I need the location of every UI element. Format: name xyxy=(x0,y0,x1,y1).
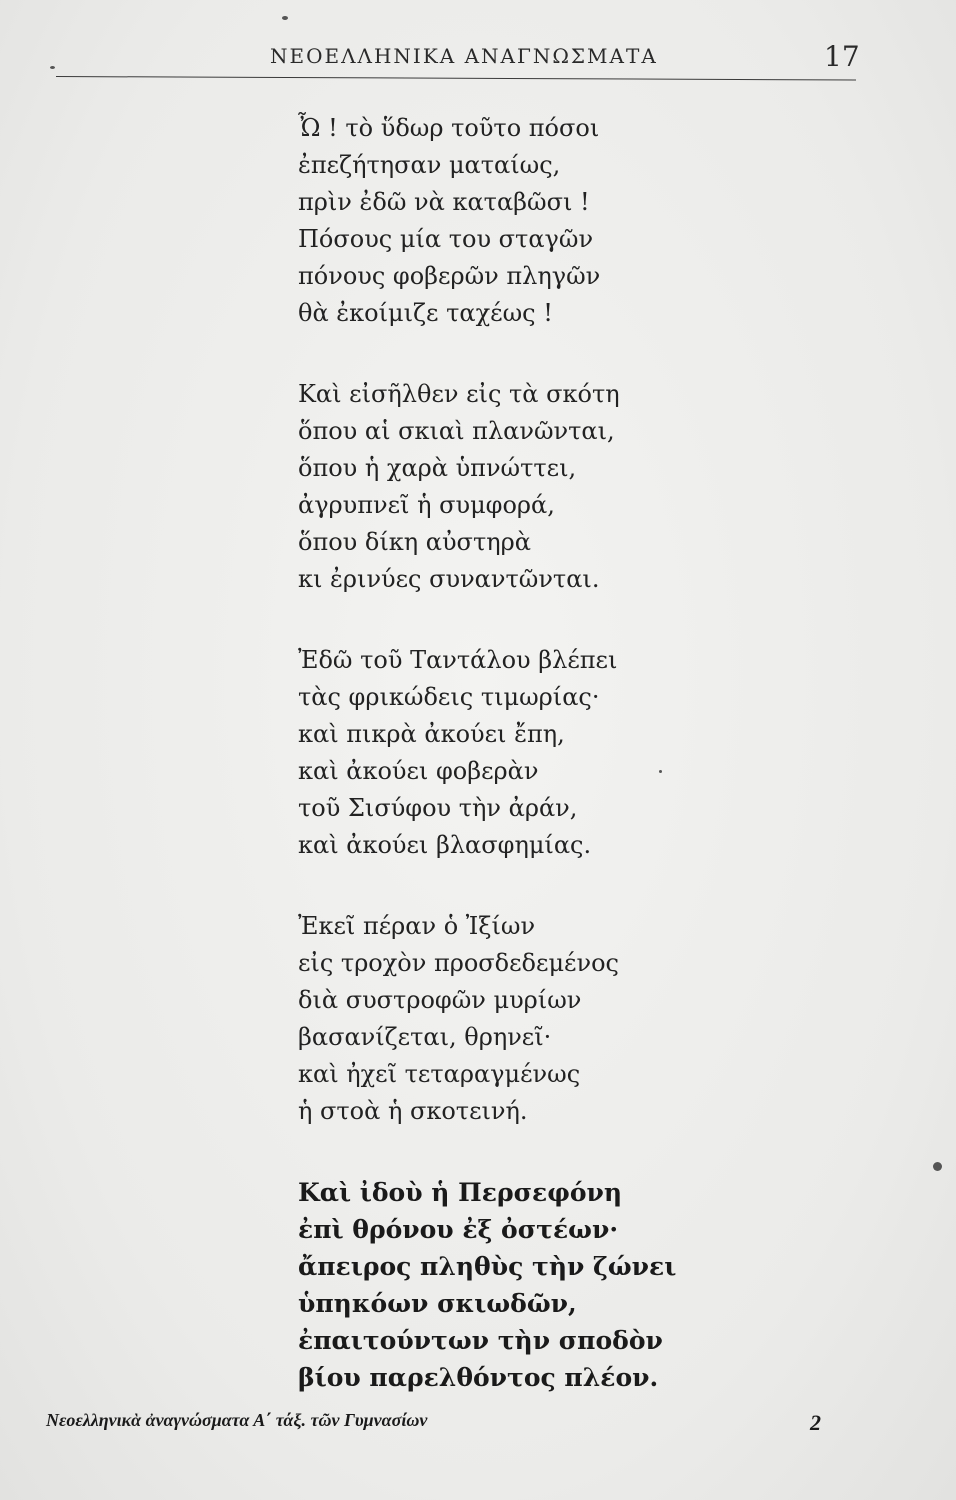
poem-line: Καὶ εἰσῆλθεν εἰς τὰ σκότη xyxy=(298,380,620,408)
poem-line: ἐπαιτούντων τὴν σποδὸν xyxy=(298,1326,663,1355)
stanza-3 xyxy=(298,642,718,864)
poem-line: διὰ συστροφῶν μυρίων xyxy=(298,986,582,1014)
poem-line: καὶ ἀκούει βλασφημίας. xyxy=(298,831,592,859)
poem-line: ὅπου αἱ σκιαὶ πλανῶνται, xyxy=(298,417,615,445)
stanza-4 xyxy=(298,908,718,1130)
poem-line: Ὦ ! τὸ ὕδωρ τοῦτο πόσοι xyxy=(298,114,600,142)
signature-mark: 2 xyxy=(810,1410,821,1435)
paper-speck xyxy=(50,66,55,69)
running-title: ΝΕΟΕΛΛΗΝΙΚΑ ΑΝΑΓΝΩΣΜΑΤΑ xyxy=(270,44,658,68)
poem-line: ὅπου δίκη αὐστηρὰ xyxy=(298,528,531,556)
poem-line: βίου παρελθόντος πλέον. xyxy=(298,1363,659,1392)
paper-speck xyxy=(933,1162,942,1171)
poem-line: ὅπου ἡ χαρὰ ὑπνώττει, xyxy=(298,454,577,482)
paper-speck xyxy=(659,770,662,773)
stanza-2 xyxy=(298,376,718,598)
poem-line: Ἐκεῖ πέραν ὁ Ἰξίων xyxy=(298,912,536,940)
poem-line: καὶ πικρὰ ἀκούει ἔπη, xyxy=(298,720,565,748)
poem-line: εἰς τροχὸν προσδεδεμένος xyxy=(298,949,619,977)
page-number: 17 xyxy=(824,40,860,73)
poem-line: καὶ ἠχεῖ τεταραγμένως xyxy=(298,1060,581,1088)
poem-line: θὰ ἐκοίμιζε ταχέως ! xyxy=(298,299,553,327)
poem-line: πόνους φοβερῶν πληγῶν xyxy=(298,262,601,290)
stanza-5 xyxy=(298,1174,718,1396)
poem-line: ἡ στοὰ ἡ σκοτεινή. xyxy=(298,1097,528,1125)
poem-line: ὑπηκόων σκιωδῶν, xyxy=(298,1289,577,1318)
poem-line: πρὶν ἐδῶ νὰ καταβῶσι ! xyxy=(298,188,590,216)
poem-line: κι ἐρινύες συναντῶνται. xyxy=(298,565,600,593)
poem-line: ἐπεζήτησαν ματαίως, xyxy=(298,151,561,179)
header-rule xyxy=(56,76,856,80)
poem-line: ἐπὶ θρόνου ἐξ ὀστέων· xyxy=(298,1215,619,1244)
poem-line: ἀγρυπνεῖ ἡ συμφορά, xyxy=(298,491,555,519)
poem-line: βασανίζεται, θρηνεῖ· xyxy=(298,1023,552,1051)
footer-imprint: Νεοελληνικὰ ἀναγνώσματα Α΄ τάξ. τῶν Γυμνασίων xyxy=(46,1410,428,1430)
poem-line: Πόσους μία του σταγῶν xyxy=(298,225,594,253)
poem-line: καὶ ἀκούει φοβερὰν xyxy=(298,757,539,785)
poem-line: Ἐδῶ τοῦ Ταντάλου βλέπει xyxy=(298,646,618,674)
poem-line: τὰς φρικώδεις τιμωρίας· xyxy=(298,683,600,711)
poem-line: ἄπειρος πληθὺς τὴν ζώνει xyxy=(298,1252,677,1281)
poem-line: τοῦ Σισύφου τὴν ἀράν, xyxy=(298,794,578,822)
stanza-1 xyxy=(298,110,718,332)
poem xyxy=(298,110,718,1440)
paper-speck xyxy=(282,16,288,20)
poem-line: Καὶ ἰδοὺ ἡ Περσεφόνη xyxy=(298,1178,623,1207)
